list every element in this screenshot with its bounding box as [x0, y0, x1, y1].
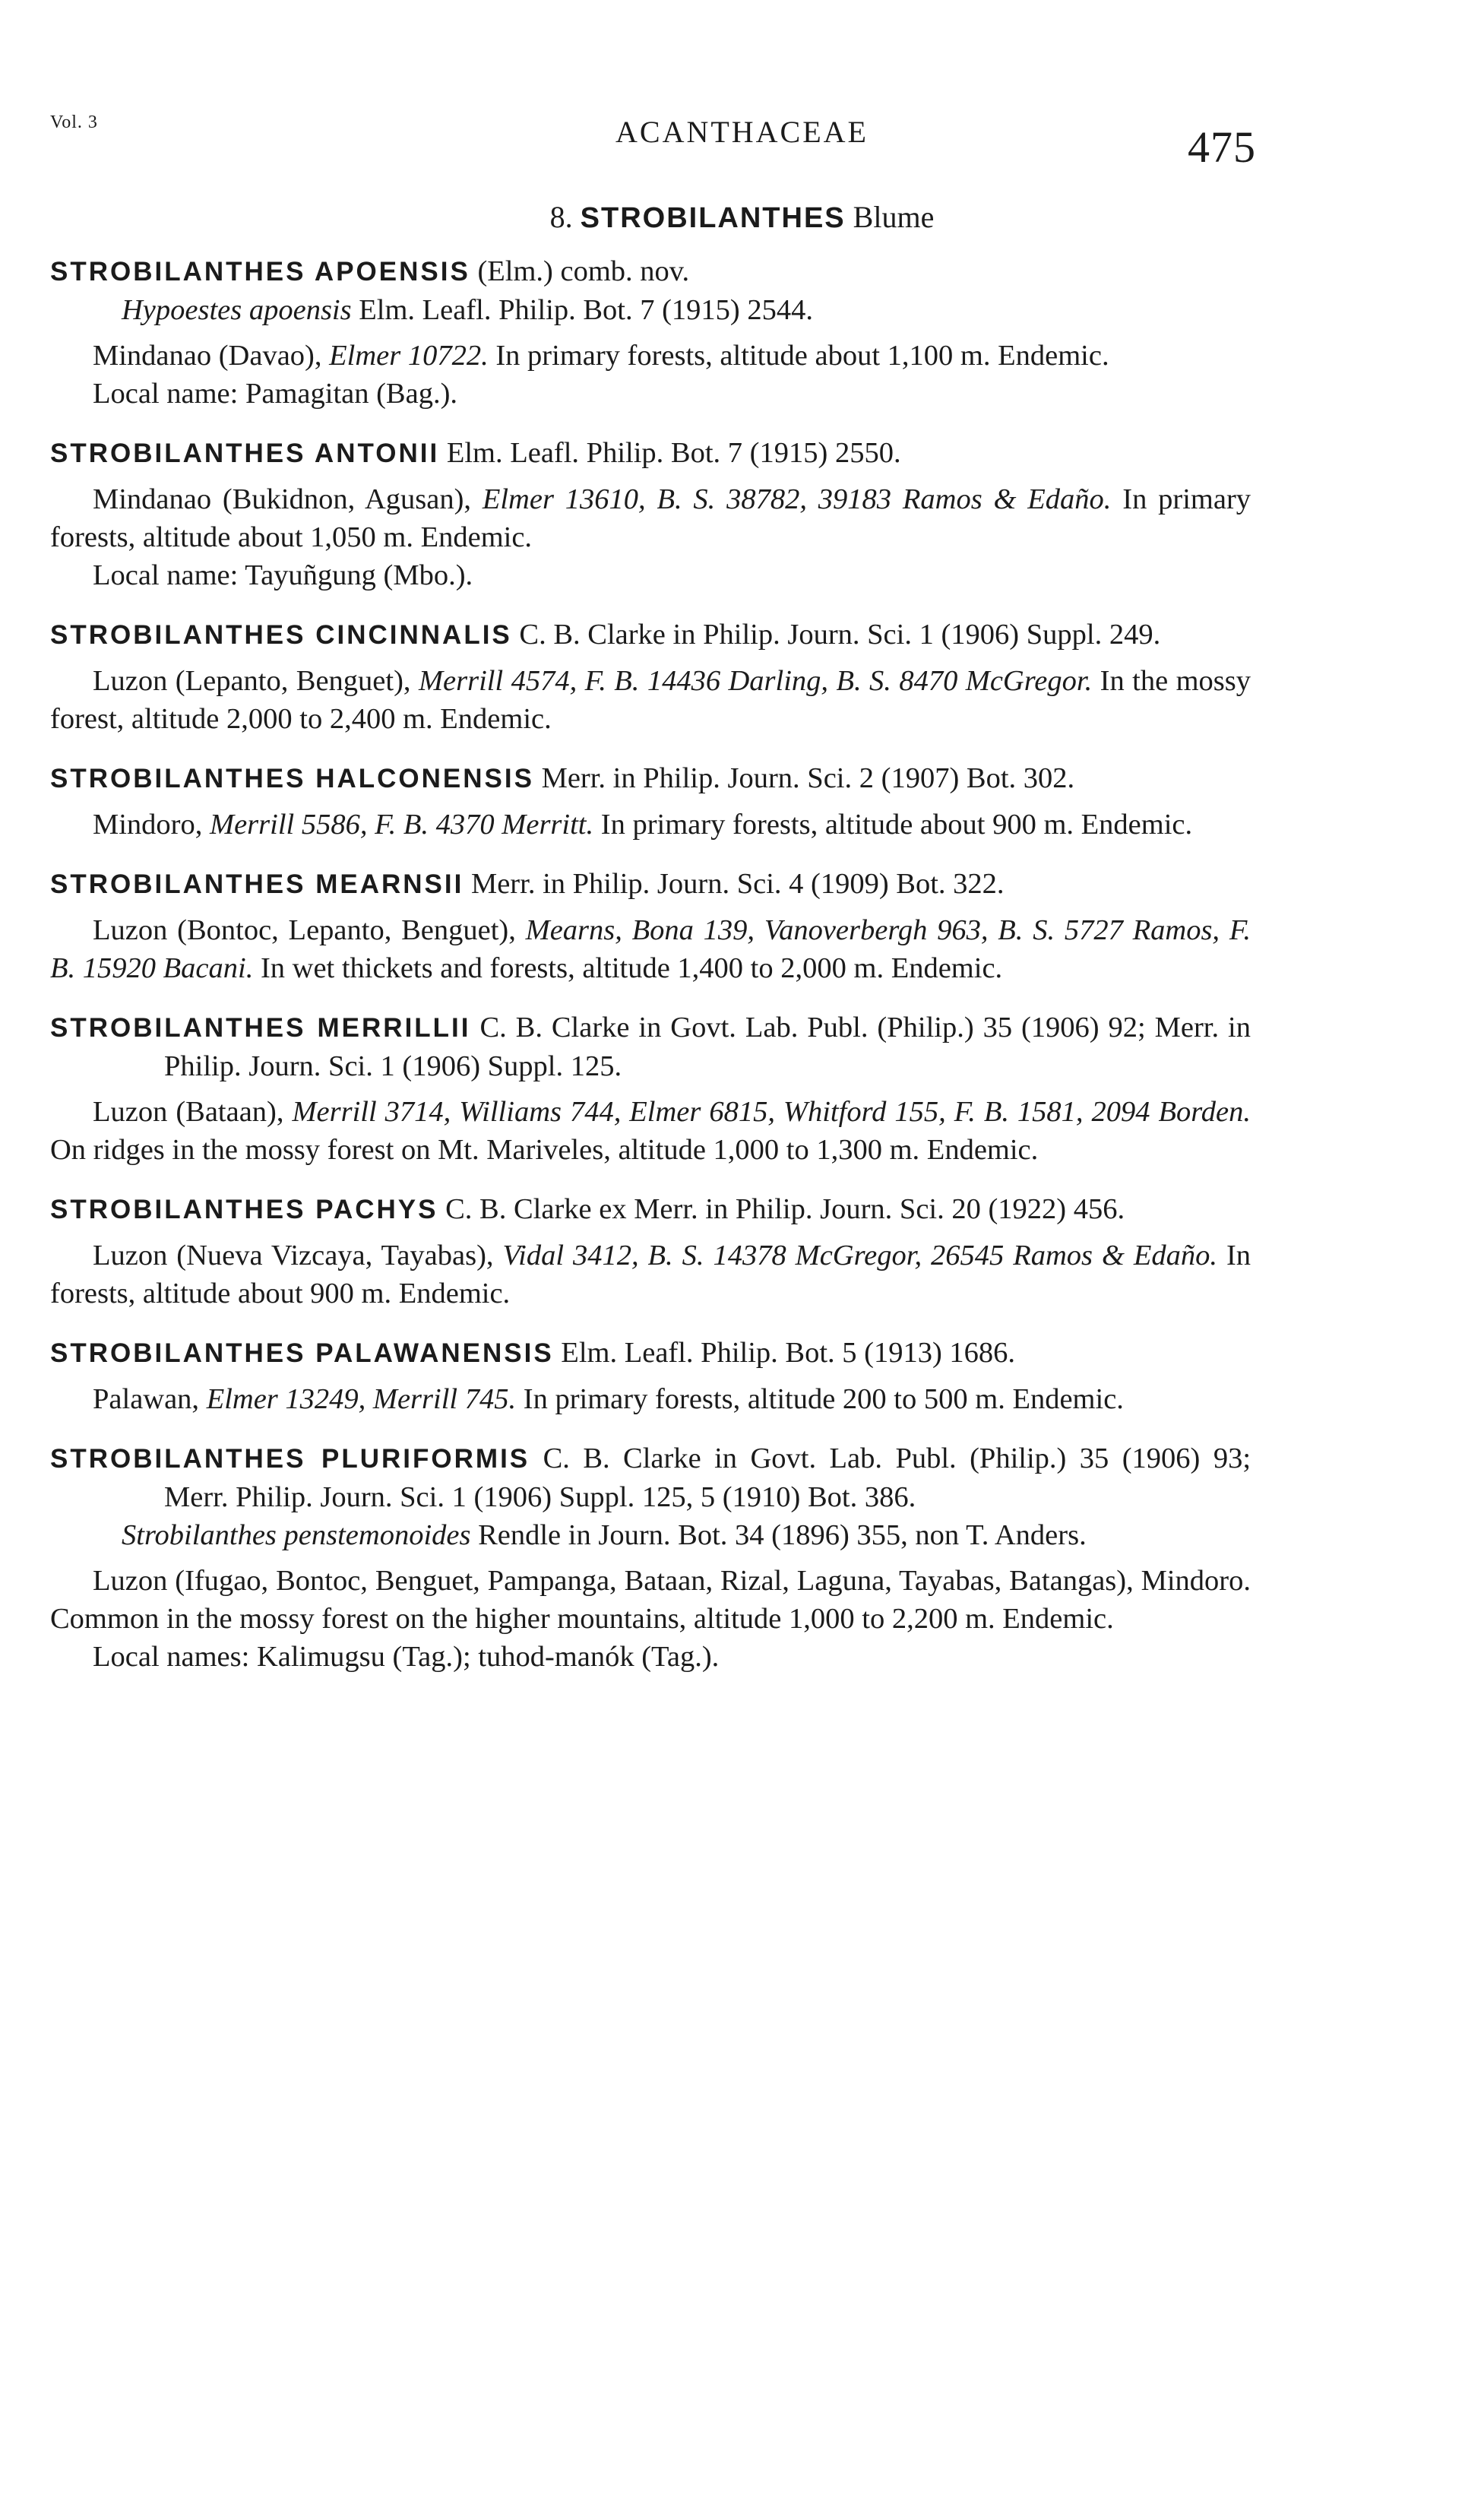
- distribution: [50, 806, 1251, 844]
- distribution-habitat: In wet thickets and forests, altitude 1,400 to 2,000 m. Endemic.: [260, 952, 1003, 984]
- collector-list: Merrill 5586, F. B. 4370 Merritt.: [210, 809, 594, 841]
- collector-list: Vidal 3412, B. S. 14378 McGregor, 26545 Ramos & Edaño.: [502, 1240, 1217, 1271]
- distribution: [50, 911, 1251, 987]
- species-entry: [50, 865, 1251, 987]
- genus-name: STROBILANTHES: [580, 202, 846, 234]
- collector-list: Elmer 13610, B. S. 38782, 39183 Ramos & Edaño.: [482, 483, 1112, 515]
- species-name: STROBILANTHES ANTONII: [50, 439, 440, 468]
- distribution-locality: Mindanao (Davao),: [93, 340, 322, 372]
- collector-list: Elmer 10722.: [329, 340, 489, 372]
- species-name: STROBILANTHES MEARNSII: [50, 869, 464, 899]
- distribution-locality: Mindanao (Bukidnon, Agusan),: [93, 483, 472, 515]
- collector-list: Merrill 3714, Williams 744, Elmer 6815, Whitford 155, F. B. 1581, 2094 Borden.: [292, 1096, 1251, 1128]
- running-title: ACANTHACEAE: [615, 115, 869, 149]
- species-citation: C. B. Clarke in Govt. Lab. Publ. (Philip.) 35 (1906) 93; Merr. Philip. Journ. Sci. 1 (1906) Suppl. 125, 5 (1910) Bot. 386.: [164, 1442, 1251, 1513]
- distribution-locality: Luzon (Ifugao, Bontoc, Benguet, Pampanga, Bataan, Rizal, Laguna, Tayabas, Batangas), Mindoro.: [93, 1565, 1251, 1597]
- distribution-locality: Mindoro,: [93, 809, 203, 841]
- species-entry: [50, 1334, 1251, 1418]
- collector-list: Mearns, Bona 139, Vanoverbergh 963, B. S. 5727 Ramos, F. B. 15920 Bacani.: [50, 914, 1251, 984]
- species-heading: [50, 434, 1251, 473]
- species-citation: C. B. Clarke in Philip. Journ. Sci. 1 (1906) Suppl. 249.: [519, 619, 1161, 651]
- local-name: Local name: Pamagitan (Bag.).: [93, 378, 458, 410]
- distribution: [50, 662, 1251, 738]
- species-entry: [50, 434, 1251, 594]
- distribution: [50, 1562, 1251, 1638]
- species-entry: [50, 252, 1251, 413]
- volume-label: Vol. 3: [50, 112, 98, 132]
- species-name: STROBILANTHES PACHYS: [50, 1195, 438, 1224]
- species-name: STROBILANTHES HALCONENSIS: [50, 764, 534, 793]
- distribution: [50, 1237, 1251, 1313]
- species-heading: [50, 252, 1251, 291]
- distribution: [50, 337, 1251, 375]
- species-entry: [50, 616, 1251, 738]
- synonym-name: Strobilanthes penstemonoides: [122, 1519, 471, 1551]
- collector-list: Elmer 13249, Merrill 745.: [206, 1383, 517, 1415]
- distribution-locality: Luzon (Bataan),: [93, 1096, 284, 1128]
- local-name: Local names: Kalimugsu (Tag.); tuhod-manók (Tag.).: [93, 1641, 720, 1673]
- distribution: [50, 480, 1251, 556]
- species-citation: Merr. in Philip. Journ. Sci. 2 (1907) Bot. 302.: [541, 762, 1075, 794]
- genus-number: 8.: [549, 200, 573, 234]
- synonym-line: [50, 291, 1251, 329]
- species-name: STROBILANTHES PLURIFORMIS: [50, 1444, 530, 1474]
- species-heading: [50, 759, 1251, 798]
- species-name: STROBILANTHES APOENSIS: [50, 257, 470, 287]
- species-citation: C. B. Clarke in Govt. Lab. Publ. (Philip.) 35 (1906) 92; Merr. in Philip. Journ. Sci. 1 (1906) Suppl. 125.: [164, 1012, 1251, 1082]
- species-heading: [50, 1009, 1251, 1085]
- distribution-locality: Palawan,: [93, 1383, 200, 1415]
- synonym-line: [50, 1516, 1251, 1554]
- page-number: 475: [1188, 122, 1256, 172]
- species-citation: Elm. Leafl. Philip. Bot. 7 (1915) 2550.: [446, 437, 901, 469]
- species-citation: Merr. in Philip. Journ. Sci. 4 (1909) Bot. 322.: [470, 868, 1005, 900]
- local-name: Local name: Tayuñgung (Mbo.).: [93, 559, 473, 591]
- distribution-locality: Luzon (Bontoc, Lepanto, Benguet),: [93, 914, 516, 946]
- distribution-habitat: In forests, altitude about 900 m. Endemic.: [50, 1240, 1251, 1309]
- distribution-habitat: In the mossy forest, altitude 2,000 to 2,400 m. Endemic.: [50, 665, 1251, 735]
- species-citation: Elm. Leafl. Philip. Bot. 5 (1913) 1686.: [561, 1337, 1016, 1369]
- distribution-habitat: In primary forests, altitude about 1,100 m. Endemic.: [495, 340, 1109, 372]
- species-heading: [50, 1439, 1251, 1516]
- synonym-citation: Elm. Leafl. Philip. Bot. 7 (1915) 2544.: [359, 294, 813, 326]
- species-citation: C. B. Clarke ex Merr. in Philip. Journ. Sci. 20 (1922) 456.: [445, 1193, 1125, 1225]
- species-name: STROBILANTHES MERRILLII: [50, 1013, 471, 1043]
- distribution-locality: Luzon (Lepanto, Benguet),: [93, 665, 411, 697]
- species-name: STROBILANTHES PALAWANENSIS: [50, 1338, 554, 1368]
- distribution-habitat: In primary forests, altitude 200 to 500 m. Endemic.: [523, 1383, 1124, 1415]
- species-heading: [50, 616, 1251, 654]
- genus-heading: [0, 199, 1484, 235]
- species-citation: (Elm.) comb. nov.: [477, 255, 690, 287]
- distribution: [50, 1380, 1251, 1418]
- distribution-habitat: In primary forests, altitude about 1,050 m. Endemic.: [50, 483, 1251, 553]
- species-heading: [50, 1190, 1251, 1229]
- species-entry: [50, 1439, 1251, 1676]
- genus-author: Blume: [853, 200, 935, 234]
- collector-list: Merrill 4574, F. B. 14436 Darling, B. S. 8470 McGregor.: [418, 665, 1093, 697]
- distribution: [50, 1093, 1251, 1169]
- distribution-habitat: Common in the mossy forest on the higher mountains, altitude 1,000 to 2,200 m. Endemic.: [50, 1603, 1114, 1635]
- species-heading: [50, 1334, 1251, 1373]
- species-entry: [50, 1190, 1251, 1313]
- species-list: [50, 252, 1251, 1676]
- species-entry: [50, 759, 1251, 844]
- species-name: STROBILANTHES CINCINNALIS: [50, 620, 512, 650]
- synonym-name: Hypoestes apoensis: [122, 294, 352, 326]
- distribution-habitat: In primary forests, altitude about 900 m. Endemic.: [600, 809, 1193, 841]
- synonym-citation: Rendle in Journ. Bot. 34 (1896) 355, non T. Anders.: [478, 1519, 1087, 1551]
- species-heading: [50, 865, 1251, 904]
- species-entry: [50, 1009, 1251, 1169]
- distribution-habitat: On ridges in the mossy forest on Mt. Mariveles, altitude 1,000 to 1,300 m. Endemic.: [50, 1134, 1039, 1166]
- distribution-locality: Luzon (Nueva Vizcaya, Tayabas),: [93, 1240, 494, 1271]
